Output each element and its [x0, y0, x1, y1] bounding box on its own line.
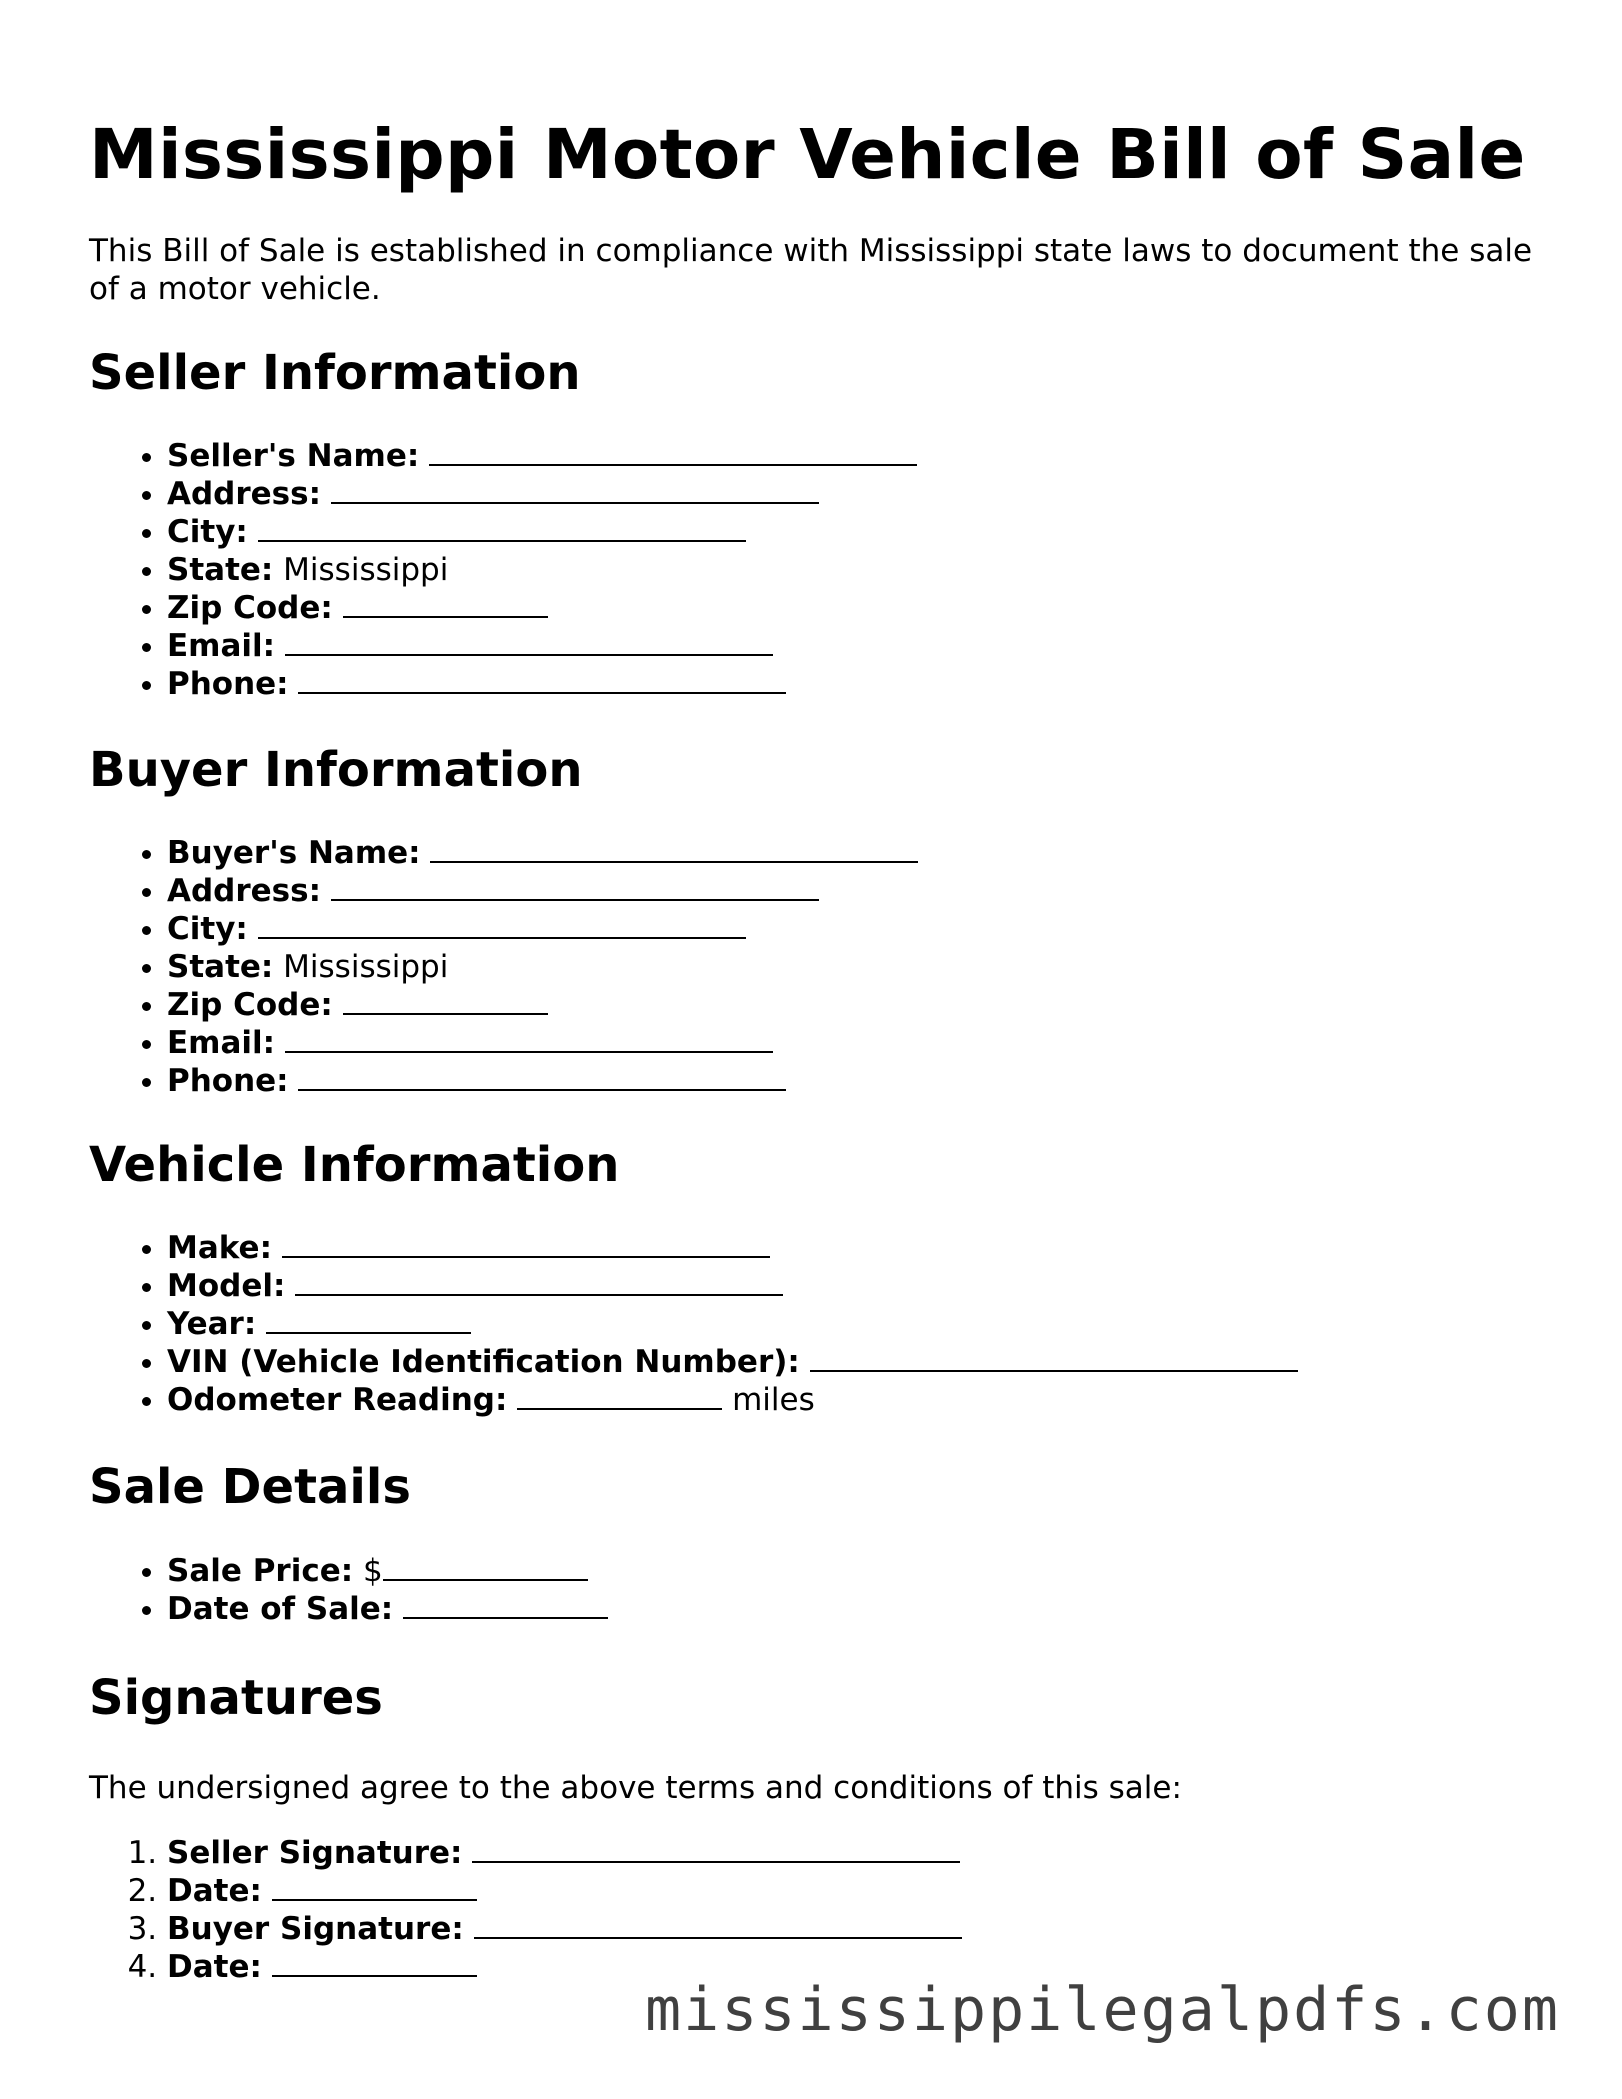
seller-state-item — [167, 551, 917, 589]
sale-price-label: Sale Price: — [167, 1553, 354, 1589]
buyer-address-item — [167, 872, 918, 910]
buyer-state-item — [167, 948, 918, 986]
vehicle-vin-label: VIN (Vehicle Identification Number): — [167, 1344, 800, 1380]
vehicle-make-item — [167, 1229, 1298, 1267]
buyer-date-label: Date: — [167, 1949, 262, 1985]
buyer-email-item — [167, 1024, 918, 1062]
seller-name-label: Seller's Name: — [167, 438, 420, 474]
vehicle-model-item — [167, 1267, 1298, 1305]
vehicle-year-item — [167, 1305, 1298, 1343]
vehicle-model-field[interactable] — [295, 1268, 783, 1296]
vehicle-model-label: Model: — [167, 1268, 286, 1304]
buyer-zip-label: Zip Code: — [167, 987, 333, 1023]
seller-name-item — [167, 437, 917, 475]
vehicle-vin-item — [167, 1343, 1298, 1381]
buyer-phone-field[interactable] — [298, 1063, 786, 1091]
seller-date-item — [167, 1872, 962, 1910]
seller-list — [89, 437, 917, 703]
seller-city-item — [167, 513, 917, 551]
signatures-text: The undersigned agree to the above terms and conditions of this sale: — [89, 1770, 1182, 1806]
buyer-email-label: Email: — [167, 1025, 276, 1061]
buyer-city-item — [167, 910, 918, 948]
vehicle-year-field[interactable] — [266, 1306, 471, 1334]
seller-zip-item — [167, 589, 917, 627]
buyer-city-label: City: — [167, 911, 248, 947]
buyer-heading: Buyer Information — [89, 742, 583, 798]
seller-zip-label: Zip Code: — [167, 590, 333, 626]
signatures-list — [89, 1834, 962, 1986]
sale-date-item — [167, 1590, 608, 1628]
buyer-address-field[interactable] — [331, 873, 819, 901]
seller-state-value: Mississippi — [283, 552, 449, 588]
intro-paragraph: This Bill of Sale is established in compliance with Mississippi state laws to document the sale of a motor vehicle. — [89, 233, 1533, 307]
buyer-email-field[interactable] — [285, 1025, 773, 1053]
seller-phone-field[interactable] — [298, 666, 786, 694]
sale-heading: Sale Details — [89, 1459, 411, 1515]
seller-email-field[interactable] — [285, 628, 773, 656]
buyer-state-label: State: — [167, 949, 274, 985]
buyer-phone-label: Phone: — [167, 1063, 289, 1099]
buyer-signature-item — [167, 1910, 962, 1948]
sale-price-currency: $ — [362, 1553, 383, 1589]
seller-email-label: Email: — [167, 628, 276, 664]
document-title: Mississippi Motor Vehicle Bill of Sale — [89, 115, 1526, 195]
seller-signature-item — [167, 1834, 962, 1872]
buyer-address-label: Address: — [167, 873, 321, 909]
vehicle-make-label: Make: — [167, 1230, 272, 1266]
seller-name-field[interactable] — [429, 438, 917, 466]
vehicle-odometer-field[interactable] — [517, 1382, 722, 1410]
seller-address-field[interactable] — [331, 476, 819, 504]
sale-price-field[interactable] — [383, 1553, 588, 1581]
seller-phone-label: Phone: — [167, 666, 289, 702]
buyer-state-value: Mississippi — [283, 949, 449, 985]
buyer-date-field[interactable] — [272, 1949, 477, 1977]
sale-date-field[interactable] — [403, 1591, 608, 1619]
vehicle-list — [89, 1229, 1298, 1419]
buyer-name-label: Buyer's Name: — [167, 835, 421, 871]
vehicle-vin-field[interactable] — [810, 1344, 1298, 1372]
seller-city-label: City: — [167, 514, 248, 550]
signatures-heading: Signatures — [89, 1670, 383, 1726]
buyer-phone-item — [167, 1062, 918, 1100]
seller-state-label: State: — [167, 552, 274, 588]
buyer-zip-item — [167, 986, 918, 1024]
vehicle-odometer-item — [167, 1381, 1298, 1419]
seller-email-item — [167, 627, 917, 665]
seller-signature-field[interactable] — [472, 1835, 960, 1863]
vehicle-odometer-unit: miles — [732, 1382, 815, 1418]
buyer-list — [89, 834, 918, 1100]
buyer-zip-field[interactable] — [343, 987, 548, 1015]
seller-signature-label: Seller Signature: — [167, 1835, 463, 1871]
seller-address-item — [167, 475, 917, 513]
seller-phone-item — [167, 665, 917, 703]
buyer-name-item — [167, 834, 918, 872]
seller-city-field[interactable] — [258, 514, 746, 542]
vehicle-odometer-label: Odometer Reading: — [167, 1382, 508, 1418]
vehicle-heading: Vehicle Information — [89, 1137, 620, 1193]
seller-zip-field[interactable] — [343, 590, 548, 618]
vehicle-year-label: Year: — [167, 1306, 257, 1342]
buyer-city-field[interactable] — [258, 911, 746, 939]
sale-date-label: Date of Sale: — [167, 1591, 394, 1627]
buyer-signature-field[interactable] — [474, 1911, 962, 1939]
vehicle-make-field[interactable] — [282, 1230, 770, 1258]
buyer-name-field[interactable] — [430, 835, 918, 863]
buyer-signature-label: Buyer Signature: — [167, 1911, 464, 1947]
seller-date-label: Date: — [167, 1873, 262, 1909]
sale-list — [89, 1552, 608, 1628]
sale-price-item — [167, 1552, 608, 1590]
seller-date-field[interactable] — [272, 1873, 477, 1901]
watermark: mississippilegalpdfs.com — [645, 1975, 1560, 2045]
seller-address-label: Address: — [167, 476, 321, 512]
seller-heading: Seller Information — [89, 345, 581, 401]
